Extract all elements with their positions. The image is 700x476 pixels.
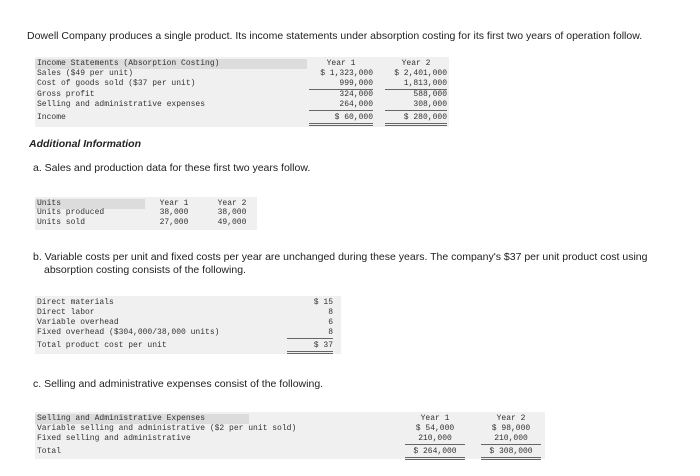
year1-value: $ 1,323,000 (320, 69, 373, 78)
year2-value: 308,000 (385, 100, 447, 111)
cost-value: 8 (287, 328, 333, 339)
table-row (35, 90, 449, 100)
table-row (35, 113, 449, 123)
units-year1-header: Year 1 (159, 199, 189, 208)
income-statement-table (35, 57, 449, 127)
year2-value: $ 308,000 (481, 447, 541, 460)
year1-value: 38,000 (159, 208, 189, 217)
cost-value: $ 37 (287, 341, 333, 354)
sga-title: Selling and Administrative Expenses (35, 414, 249, 424)
row-label: Direct materials (37, 298, 114, 307)
table-row (35, 341, 341, 351)
cost-value: $ 15 (313, 298, 333, 307)
year2-value: $ 280,000 (385, 113, 447, 126)
year1-value: $ 264,000 (405, 447, 465, 460)
year1-value: 324,000 (339, 90, 373, 99)
row-label: Selling and administrative expenses (37, 100, 206, 109)
year2-value: 1,813,000 (385, 79, 447, 90)
year1-value: $ 54,000 (415, 424, 455, 433)
table-row (35, 218, 257, 228)
year2-value: 49,000 (217, 218, 247, 227)
row-label: Direct labor (37, 308, 95, 317)
income-statement-title: Income Statements (Absorption Costing) (35, 59, 307, 69)
year2-value: $ 2,401,000 (394, 69, 447, 78)
row-label: Gross profit (37, 90, 95, 99)
table-row (35, 208, 257, 218)
table-row (35, 434, 545, 444)
year2-value: 210,000 (481, 434, 541, 445)
row-label: Sales ($49 per unit) (37, 69, 134, 78)
year2-value: $ 98,000 (491, 424, 531, 433)
year1-value: 210,000 (405, 434, 465, 445)
table-row (35, 424, 545, 434)
row-label: Cost of goods sold ($37 per unit) (37, 79, 196, 88)
table-row (35, 79, 449, 89)
income-statement-header-row (35, 59, 449, 69)
intro-text: Dowell Company produces a single product. Its income statements under absorption costing for its first two years of operation follow. (27, 30, 643, 42)
table-row (35, 69, 449, 79)
table-row (35, 447, 545, 457)
units-year2-header: Year 2 (217, 199, 247, 208)
cost-value: 6 (328, 318, 333, 327)
table-row (35, 318, 341, 328)
row-label: Fixed selling and administrative (37, 434, 191, 443)
part-b-text-line1: b. Variable costs per unit and fixed costs per year are unchanged during these years. The company's $37 per unit product cost using (33, 251, 648, 263)
cost-value: 8 (328, 308, 333, 317)
sga-table (35, 412, 545, 459)
year1-value: 999,000 (309, 79, 373, 90)
sga-header-row (35, 414, 545, 424)
part-c-text: c. Selling and administrative expenses consist of the following. (33, 378, 324, 390)
product-cost-table (35, 296, 341, 354)
row-label: Total product cost per unit (37, 341, 167, 350)
units-title: Units (35, 199, 145, 209)
year1-value: $ 60,000 (309, 113, 373, 126)
year2-value: 588,000 (413, 90, 447, 99)
sga-year2-header: Year 2 (496, 414, 526, 423)
year1-value: 264,000 (309, 100, 373, 111)
row-label: Total (37, 447, 62, 456)
income-year1-header: Year 1 (326, 59, 356, 68)
table-row (35, 308, 341, 318)
part-b-text-line2: absorption costing consists of the following. (44, 264, 246, 276)
units-table (35, 197, 257, 230)
row-label: Variable selling and administrative ($2 per unit sold) (37, 424, 297, 433)
table-row (35, 100, 449, 110)
additional-info-heading: Additional Information (29, 138, 141, 150)
income-year2-header: Year 2 (401, 59, 431, 68)
row-label: Income (37, 113, 66, 122)
sga-year1-header: Year 1 (420, 414, 450, 423)
row-label: Fixed overhead ($304,000/38,000 units) (37, 328, 220, 337)
row-label: Units sold (37, 218, 86, 227)
table-row (35, 298, 341, 308)
year2-value: 38,000 (217, 208, 247, 217)
row-label: Variable overhead (37, 318, 119, 327)
year1-value: 27,000 (159, 218, 189, 227)
table-row (35, 328, 341, 338)
part-a-text: a. Sales and production data for these first two years follow. (33, 162, 311, 174)
row-label: Units produced (37, 208, 105, 217)
